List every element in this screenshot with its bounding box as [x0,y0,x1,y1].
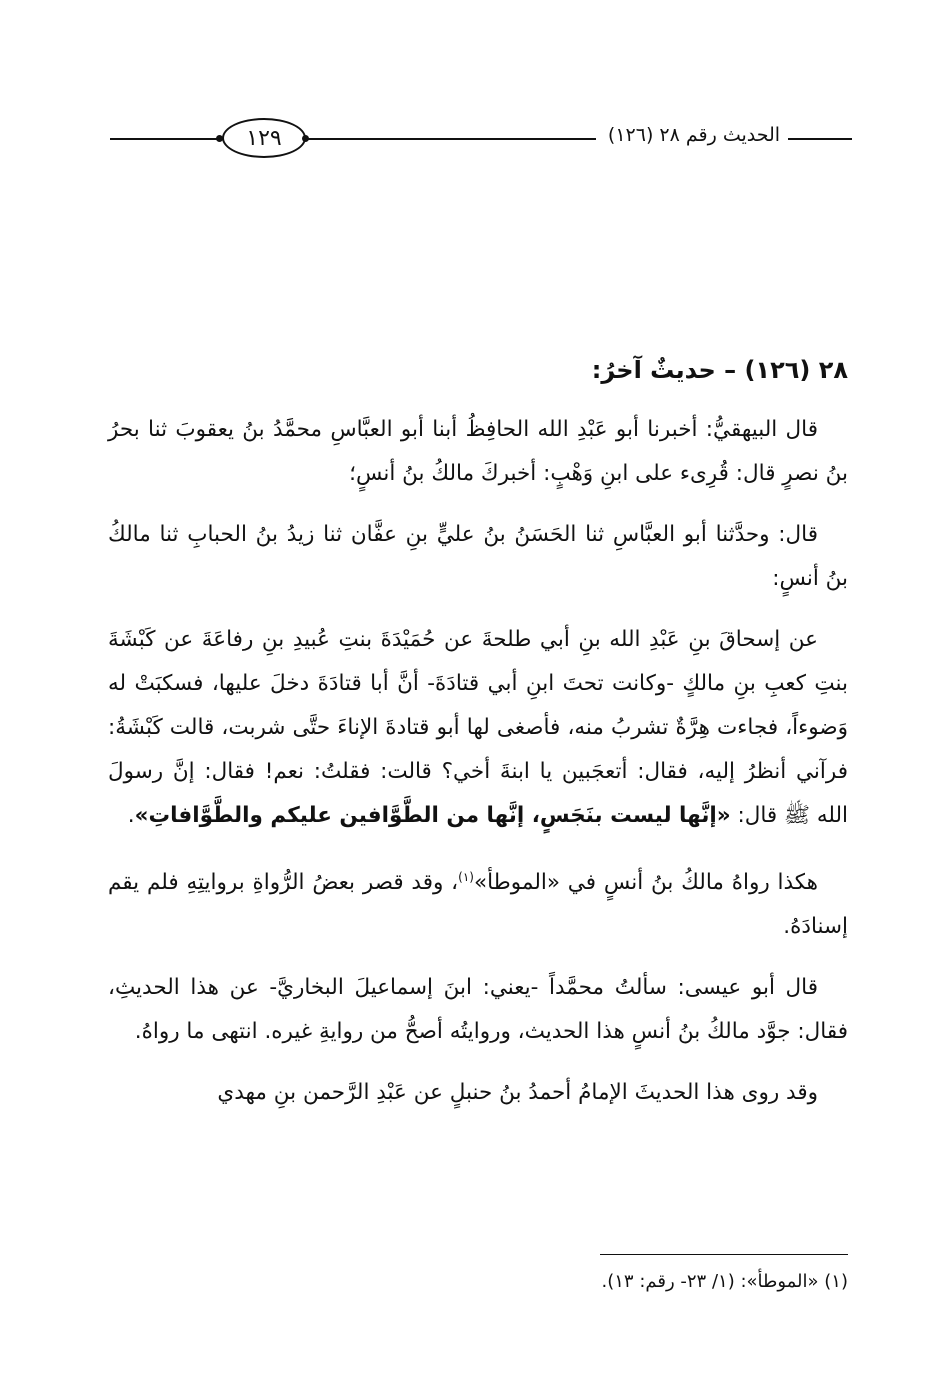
paragraph-1: قال البيهقيُّ: أخبرنا أبو عَبْدِ الله الحافِظُ أبنا أبو العبَّاسِ محمَّدُ بنُ يعقوبَ ثنا بحرُ بنُ نصرٍ قال: قُرِىء على ابنِ وَهْبٍ: أخبركَ مالكُ بنُ أنسٍ؛ [108,417,848,486]
header-rule-left [110,138,222,140]
main-text [108,352,848,1132]
page-header [110,112,852,164]
page-number: ١٢٩ [222,118,306,158]
paragraph-2: قال: وحدَّثنا أبو العبَّاسِ ثنا الحَسَنُ بنُ عليٍّ بنِ عفَّان ثنا زيدُ بنُ الحبابِ ثنا مالكُ بنُ أنسٍ: [108,522,848,591]
footnote-ref: (١) [458,870,474,884]
paragraph-3 [108,618,848,838]
paragraph-3-text: عن إسحاقَ بنِ عَبْدِ الله بنِ أبي طلحةَ عن حُمَيْدَةَ بنتِ عُبيدِ بنِ رفاعَةَ عن كَبْشَةَ بنتِ كعبِ بنِ مالكٍ -وكانت تحتَ ابنِ أبي قتادَةَ- أنَّ أبا قتادَةَ دخلَ عليها، فسكبَتْ له وَضوءاً، فجاءت هِرَّةٌ تشربُ منه، فأصغى لها أبو قتادةَ الإناءَ حتَّى شربت، قالت كَبْشَةُ: فرآني أنظرُ إليه، فقال: أتعجَبين يا ابنةَ أخي؟ قالت: فقلتُ: نعم! فقال: إنَّ رسولَ الله ﷺ قال: [108,627,848,828]
footnote-divider [600,1254,848,1255]
header-rule-middle [306,138,596,140]
footnote: (١) «الموطأ»: (١/ ٢٣- رقم: ١٣). [601,1271,848,1292]
running-head: الحديث رقم ٢٨ (١٢٦) [607,124,781,146]
paragraph-4-text-b: ، وقد قصر بعضُ الرُّواةِ بروايتِهِ فلم يقم إسنادَهُ. [108,870,848,940]
section-title: ٢٨ (١٢٦) – حديثٌ آخرُ: [591,356,848,384]
header-rule-right [788,138,852,140]
paragraph-4-text-a: هكذا رواهُ مالكُ بنُ أنسٍ في «الموطأ» [473,870,818,896]
hadith-quote: «إنَّها ليست بنَجَسٍ، إنَّها من الطَّوَّافين عليكم والطَّوَّافاتِ» [134,803,731,828]
paragraph-4 [108,855,848,949]
paragraph-6: وقد روى هذا الحديثَ الإمامُ أحمدُ بنُ حنبلٍ عن عَبْدِ الرَّحمن بنِ مهدي [217,1080,818,1106]
paragraph-5: قال أبو عيسى: سألتُ محمَّداً -يعني: ابنَ إسماعيلَ البخاريَّ- عن هذا الحديثِ، فقال: جوَّد مالكُ بنُ أنسٍ هذا الحديث، وروايتُه أصحُّ من روايةِ غيره. انتهى ما رواهُ. [108,975,848,1045]
paragraph-3-end: . [127,803,135,828]
